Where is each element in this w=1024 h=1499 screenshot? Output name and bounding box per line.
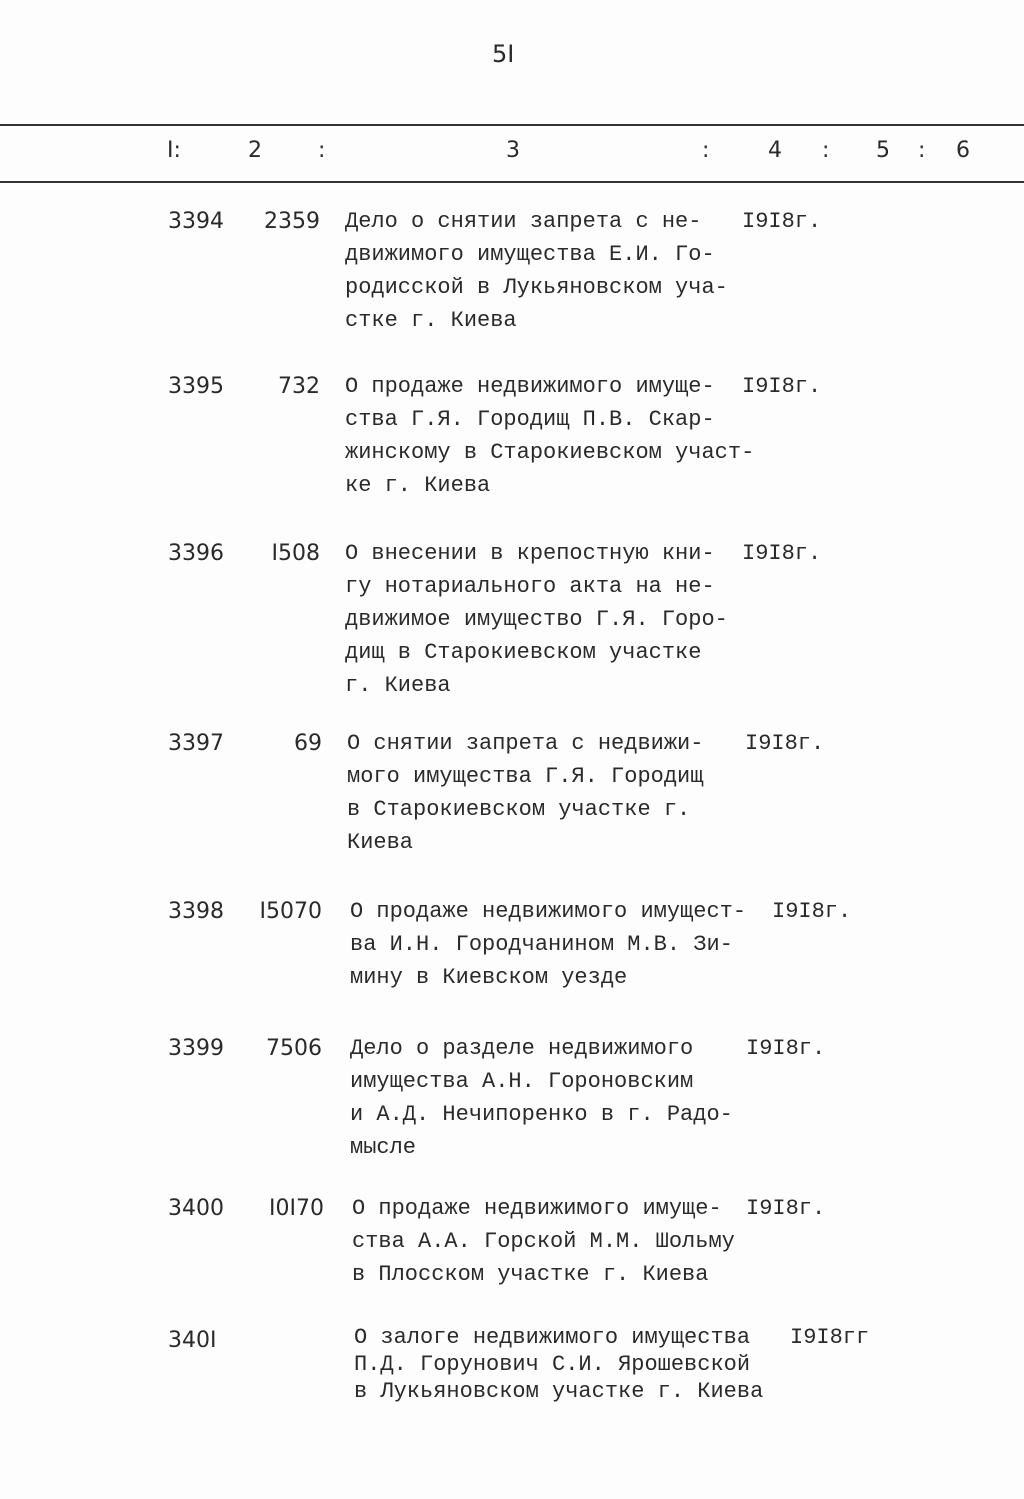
- year: I9I8гг: [790, 1325, 870, 1350]
- description: [354, 1324, 763, 1405]
- description-line: О залоге недвижимого имущества: [354, 1325, 751, 1350]
- year: I9I8г.: [742, 374, 822, 399]
- description-line: дищ в Старокиевском участке: [345, 640, 702, 665]
- description-line: имущества А.Н. Гороновским: [350, 1069, 694, 1094]
- item-number: 3394: [168, 209, 224, 234]
- column-separator: :: [822, 138, 830, 163]
- page-number: 5I: [492, 40, 515, 68]
- description-line: в Плосском участке г. Киева: [352, 1262, 709, 1287]
- description-line: гу нотариального акта на не-: [345, 574, 715, 599]
- description-line: ва И.Н. Городчанином М.В. Зи-: [350, 932, 733, 957]
- year: I9I8г.: [745, 731, 825, 756]
- description-line: ства А.А. Горской М.М. Шольму: [352, 1229, 735, 1254]
- description-line: г. Киева: [345, 673, 451, 698]
- description-line: О продаже недвижимого имущест-: [350, 899, 747, 924]
- year: I9I8г.: [772, 899, 852, 924]
- description: [345, 537, 728, 702]
- description-line: мину в Киевском уезде: [350, 965, 628, 990]
- column-separator: :: [318, 138, 326, 163]
- description-line: движимое имущество Г.Я. Горо-: [345, 607, 728, 632]
- description-line: движимого имущества Е.И. Го-: [345, 242, 715, 267]
- file-number: I5070: [259, 899, 322, 924]
- file-number: 732: [278, 374, 320, 399]
- description-line: жинскому в Старокиевском участ-: [345, 440, 755, 465]
- description-line: О внесении в крепостную кни-: [345, 541, 715, 566]
- column-header: I:: [167, 138, 181, 163]
- description: [350, 1032, 733, 1164]
- year: I9I8г.: [742, 209, 822, 234]
- item-number: 3396: [168, 541, 224, 566]
- header-top-rule: [0, 124, 1024, 126]
- description: [345, 370, 754, 502]
- description: [350, 895, 746, 994]
- file-number: 7506: [266, 1036, 322, 1061]
- description-line: П.Д. Горунович С.И. Ярошевской: [354, 1352, 751, 1377]
- description-line: мысле: [350, 1135, 417, 1160]
- header-bottom-rule: [0, 181, 1024, 183]
- column-separator: :: [702, 138, 710, 163]
- description-line: О продаже недвижимого имуще-: [345, 374, 715, 399]
- description: [347, 727, 703, 859]
- year: I9I8г.: [746, 1196, 826, 1221]
- file-number: 69: [294, 731, 322, 756]
- description: [352, 1192, 735, 1291]
- item-number: 3399: [168, 1036, 224, 1061]
- file-number: I0I70: [269, 1196, 324, 1221]
- item-number: 3398: [168, 899, 224, 924]
- item-number: 3400: [168, 1196, 224, 1221]
- year: I9I8г.: [746, 1036, 826, 1061]
- description-line: родисской в Лукьяновском уча-: [345, 275, 728, 300]
- description-line: Дело о снятии запрета с не-: [345, 209, 702, 234]
- column-separator: :: [918, 138, 926, 163]
- description: [345, 205, 728, 337]
- file-number: I508: [271, 541, 320, 566]
- description-line: ке г. Киева: [345, 473, 491, 498]
- description-line: мого имущества Г.Я. Городищ: [347, 764, 704, 789]
- description-line: ства Г.Я. Городищ П.В. Скар-: [345, 407, 715, 432]
- description-line: и А.Д. Нечипоренко в г. Радо-: [350, 1102, 733, 1127]
- item-number: 3397: [168, 731, 224, 756]
- column-header: 2: [248, 138, 262, 163]
- item-number: 340I: [168, 1328, 217, 1353]
- description-line: О снятии запрета с недвижи-: [347, 731, 704, 756]
- column-header: 5: [876, 138, 890, 163]
- description-line: стке г. Киева: [345, 308, 517, 333]
- description-line: Дело о разделе недвижимого: [350, 1036, 694, 1061]
- description-line: в Лукьяновском участке г. Киева: [354, 1379, 764, 1404]
- description-line: в Старокиевском участке г.: [347, 797, 691, 822]
- item-number: 3395: [168, 374, 224, 399]
- column-header: 4: [768, 138, 782, 163]
- description-line: О продаже недвижимого имуще-: [352, 1196, 722, 1221]
- description-line: Киева: [347, 830, 414, 855]
- file-number: 2359: [264, 209, 320, 234]
- column-header: 6: [956, 138, 970, 163]
- column-header: 3: [506, 138, 520, 163]
- year: I9I8г.: [742, 541, 822, 566]
